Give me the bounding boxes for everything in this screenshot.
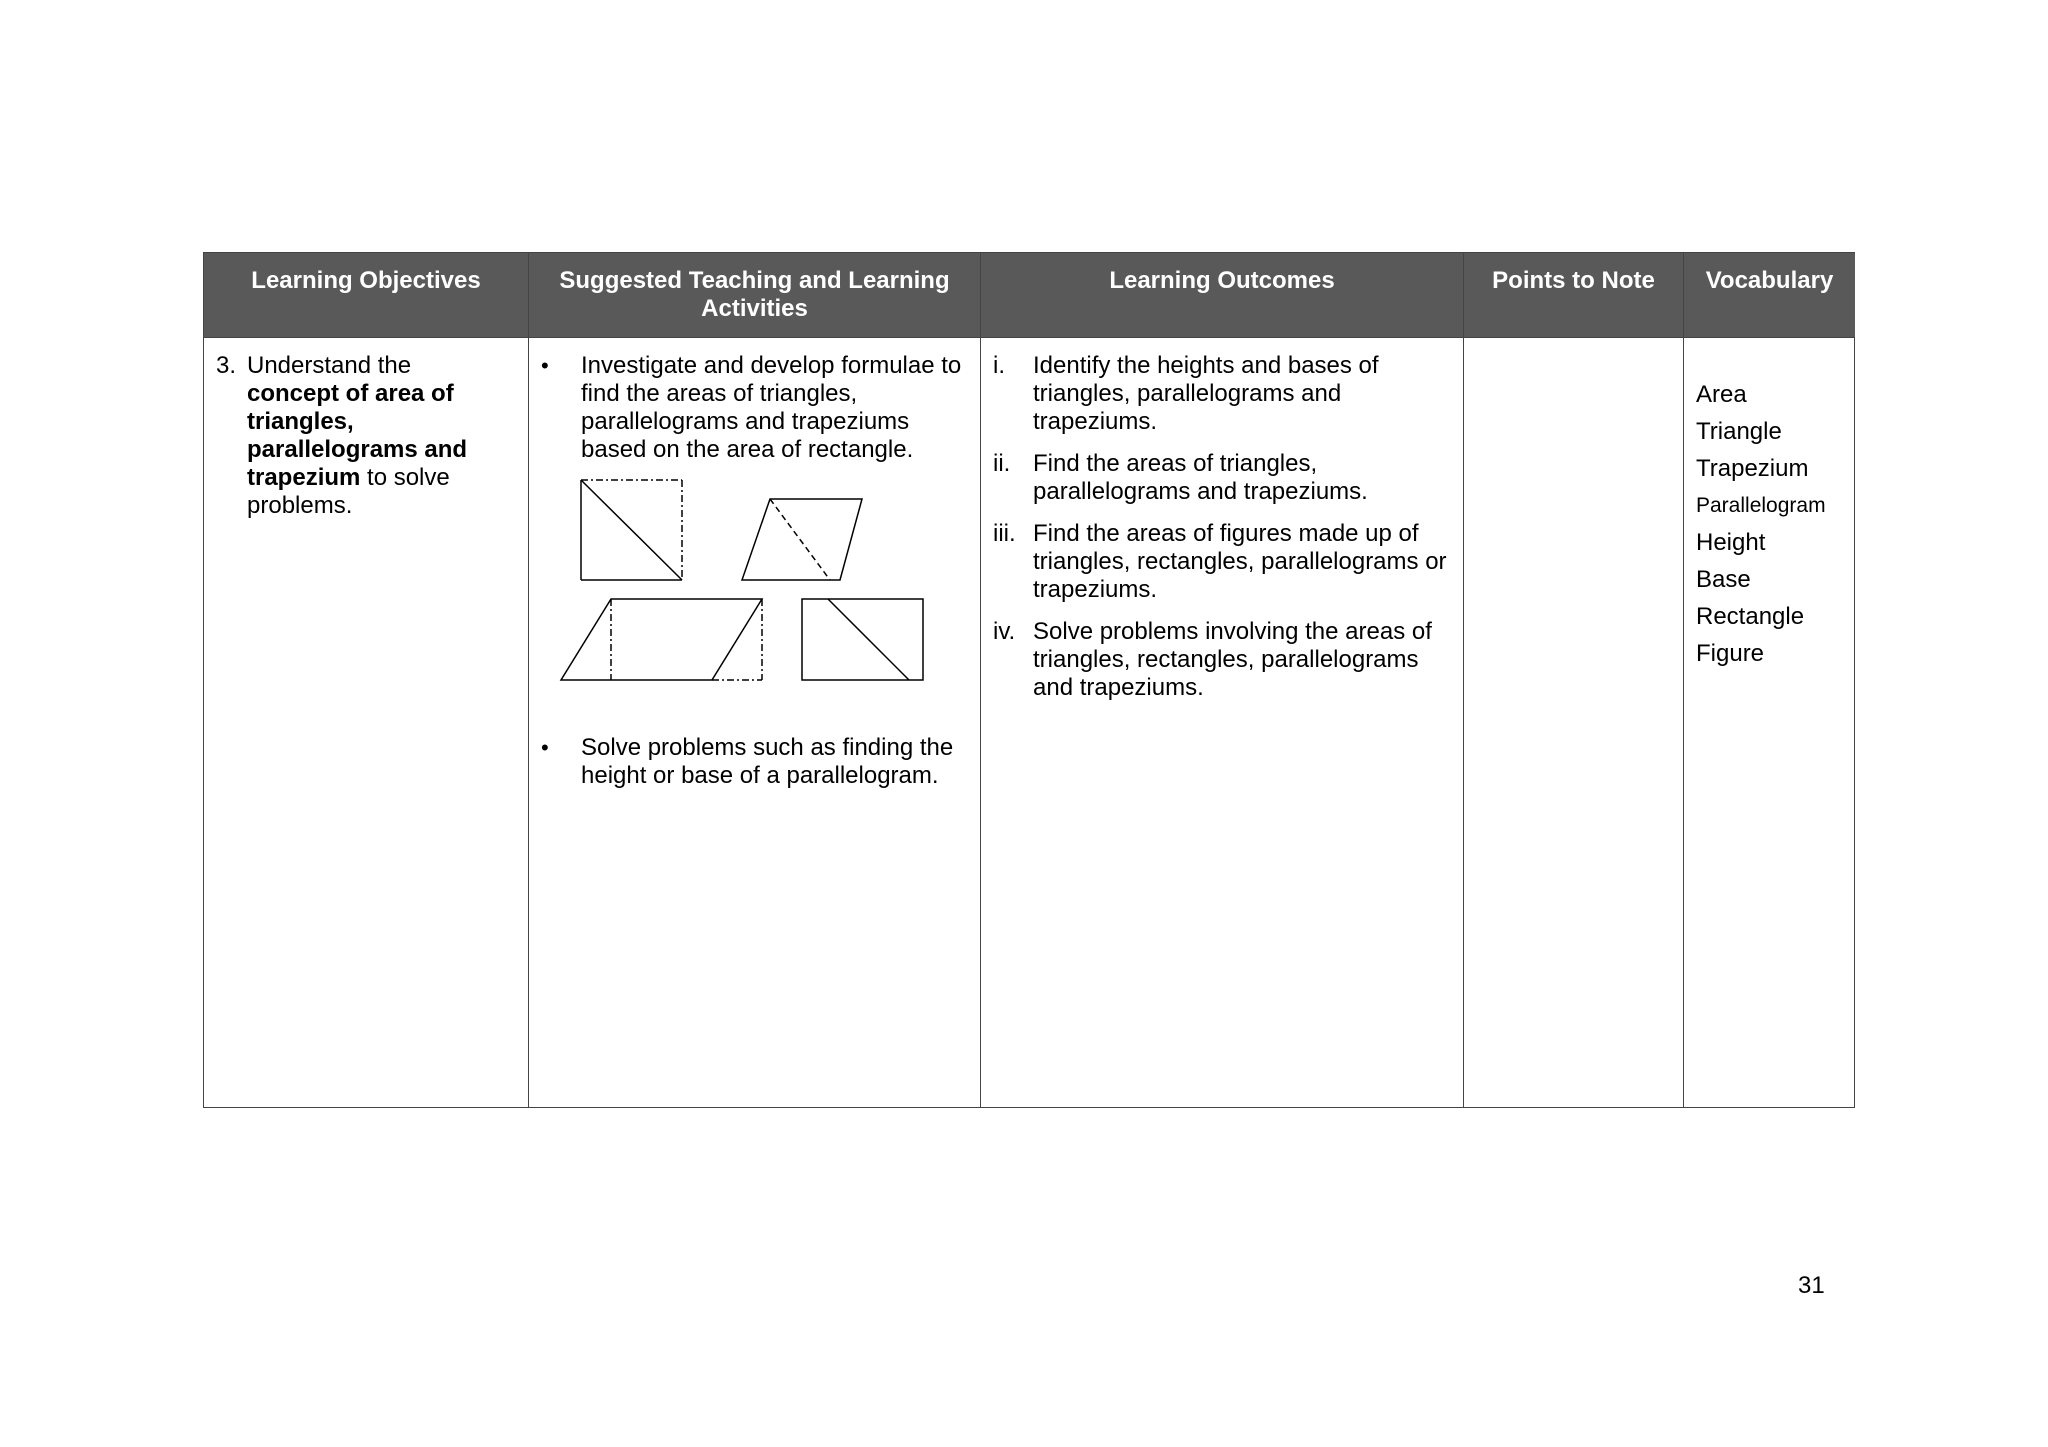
outcome-text: Solve problems involving the areas of triangles, rectangles, parallelograms and trapeziums.: [1033, 618, 1432, 701]
activity-text: Investigate and develop formulae to find the areas of triangles, parallelograms and trapeziums based on the area of rectangle.: [581, 352, 962, 463]
activity-text: Solve problems such as finding the height or base of a parallelogram.: [581, 734, 954, 789]
outcome-label: i.: [993, 352, 1005, 379]
vocabulary-item: Area: [1696, 381, 1747, 408]
page-number: 31: [1798, 1272, 1825, 1299]
parallelogram-diagonal-figure: [742, 499, 862, 580]
outcome-text: Find the areas of triangles, parallelograms and trapeziums.: [1033, 450, 1368, 505]
vocabulary-item: Triangle: [1696, 418, 1782, 445]
activities-cell: [529, 337, 981, 1108]
vocabulary-item: Trapezium: [1696, 455, 1809, 482]
header-label: Learning Outcomes: [1109, 267, 1335, 294]
objective-lead: Understand the: [247, 352, 412, 379]
triangle-in-square-figure: [581, 480, 682, 580]
vocabulary-item: Figure: [1696, 640, 1765, 667]
vocabulary-item: Rectangle: [1696, 603, 1805, 630]
outcome-item: [993, 520, 1453, 604]
header-learning-outcomes: [981, 253, 1464, 337]
header-label: Learning Objectives: [251, 267, 481, 294]
header-learning-objectives: [204, 253, 529, 337]
header-label: Suggested Teaching and Learning Activities: [559, 267, 950, 322]
outcome-text: Find the areas of figures made up of triangles, rectangles, parallelograms or trapeziums.: [1033, 520, 1447, 603]
header-label: Vocabulary: [1705, 267, 1834, 294]
parallelogram-height-figure: [561, 599, 762, 680]
outcome-item: [993, 352, 1453, 436]
outcome-label: iv.: [993, 618, 1016, 645]
objectives-cell: [204, 337, 529, 1108]
objective-item: [216, 352, 516, 520]
rectangle-diagonal-figure: [802, 599, 923, 680]
activity-item: [541, 734, 971, 790]
outcome-item: [993, 618, 1453, 702]
vocabulary-item: Parallelogram: [1696, 494, 1826, 517]
objective-number: 3.: [216, 352, 237, 379]
area-shapes-diagram: [556, 475, 936, 685]
header-vocabulary: [1684, 253, 1855, 337]
vocabulary-cell: [1684, 337, 1855, 1108]
outcome-text: Identify the heights and bases of triangles, parallelograms and trapeziums.: [1033, 352, 1379, 435]
vocabulary-list: [1696, 376, 1826, 672]
vocabulary-item: Height: [1696, 529, 1766, 556]
header-label: Points to Note: [1492, 267, 1655, 294]
activity-item: [541, 352, 971, 464]
objective-bold: concept of area of triangles, parallelograms and trapezium: [247, 380, 468, 491]
outcome-item: [993, 450, 1453, 506]
bullet-icon: •: [541, 353, 549, 378]
outcomes-cell: [981, 337, 1464, 1108]
curriculum-table: [203, 252, 1855, 1108]
outcome-label: ii.: [993, 450, 1011, 477]
objective-tail: to solve problems.: [247, 464, 450, 519]
outcome-label: iii.: [993, 520, 1016, 547]
vocabulary-item: Base: [1696, 566, 1751, 593]
bullet-icon: •: [541, 735, 549, 760]
header-points-to-note: [1464, 253, 1684, 337]
points-to-note-cell: [1464, 337, 1684, 1108]
header-activities: [529, 253, 981, 337]
